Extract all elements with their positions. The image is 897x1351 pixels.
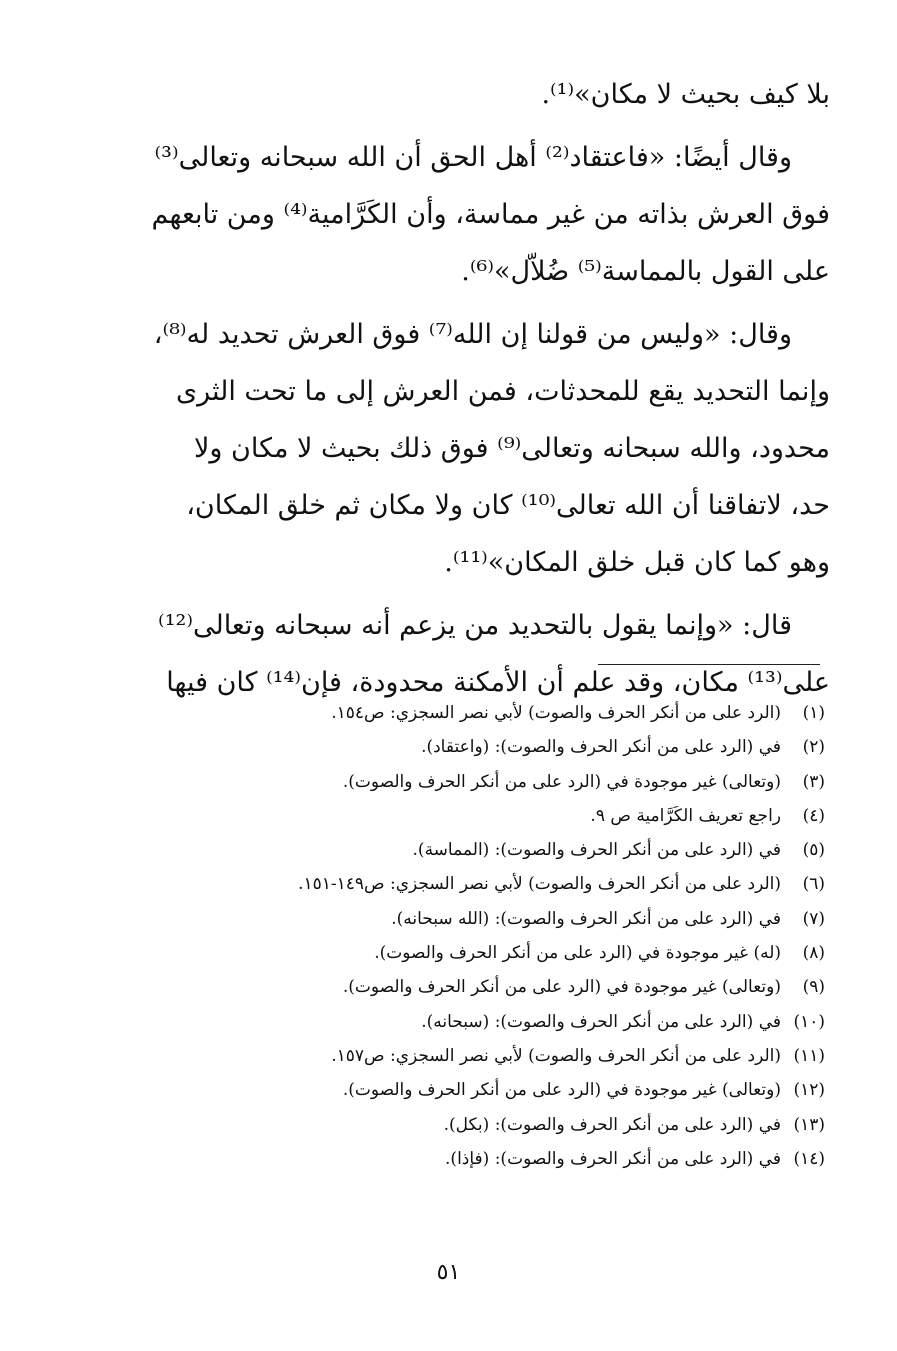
footnote xyxy=(170,1108,825,1142)
footnote-text: (وتعالى) غير موجودة في (الرد على من أنكر الحرف والصوت). xyxy=(342,1080,781,1101)
footnote-number: (١) xyxy=(802,703,825,723)
footnote xyxy=(170,765,825,799)
page-number: ٥١ xyxy=(436,1260,461,1285)
footnote-number: (١٢) xyxy=(793,1080,825,1101)
footnote-number: (٩) xyxy=(802,977,825,998)
footnote xyxy=(170,902,825,936)
footnote xyxy=(170,1142,825,1176)
footnote-text: (الرد على من أنكر الحرف والصوت) لأبي نصر السجزي: ص١٥٤. xyxy=(331,703,781,723)
footnote xyxy=(170,833,825,867)
footnote xyxy=(170,936,825,970)
text-line: وقال: «وليس من قولنا إن الله⁽⁷⁾ فوق العرش تحديد له⁽⁸⁾، xyxy=(153,319,792,350)
footnote xyxy=(170,1039,825,1073)
text-line: على⁽¹³⁾ مكان، وقد علم أن الأمكنة محدودة، فإن⁽¹⁴⁾ كان فيها xyxy=(166,667,830,698)
footnote-number: (٥) xyxy=(802,840,825,861)
paragraph-1 xyxy=(140,66,830,123)
text-line: قال: «وإنما يقول بالتحديد من يزعم أنه سبحانه وتعالى⁽¹²⁾ xyxy=(158,610,792,641)
main-text xyxy=(140,66,830,717)
footnote-number: (١٣) xyxy=(793,1114,825,1135)
footnote-number: (٧) xyxy=(802,908,825,929)
footnote-number: (٦) xyxy=(802,874,825,895)
paragraph-2 xyxy=(140,129,830,300)
footnote xyxy=(170,696,825,730)
text-line: حد، لاتفاقنا أن الله تعالى⁽¹⁰⁾ كان ولا مكان ثم خلق المكان، xyxy=(186,490,830,521)
text-line: وقال أيضًا: «فاعتقاد⁽²⁾ أهل الحق أن الله سبحانه وتعالى⁽³⁾ xyxy=(154,142,792,173)
footnote-text: في (الرد على من أنكر الحرف والصوت): (واعتقاد). xyxy=(421,737,781,758)
footnote-text: (وتعالى) غير موجودة في (الرد على من أنكر الحرف والصوت). xyxy=(342,771,781,792)
footnote-text: (الرد على من أنكر الحرف والصوت) لأبي نصر السجزي: ص١٥٧. xyxy=(331,1045,781,1066)
footnote-text: (الرد على من أنكر الحرف والصوت) لأبي نصر السجزي: ص١٤٩-١٥١. xyxy=(298,874,781,895)
footnote-number: (٨) xyxy=(802,943,825,964)
footnote xyxy=(170,730,825,764)
footnote-text: في (الرد على من أنكر الحرف والصوت): (الله سبحانه). xyxy=(391,908,781,929)
footnote xyxy=(170,1073,825,1107)
footnote-number: (٣) xyxy=(802,771,825,792)
text-line: وإنما التحديد يقع للمحدثات، فمن العرش إلى ما تحت الثرى xyxy=(175,376,830,407)
paragraph-3 xyxy=(140,306,830,591)
footnote-number: (١٠) xyxy=(793,1011,825,1032)
footnote-number: (١١) xyxy=(793,1045,825,1066)
footnote-text: في (الرد على من أنكر الحرف والصوت): (المماسة). xyxy=(412,840,781,861)
footnote-number: (١٤) xyxy=(793,1148,825,1169)
text-line: فوق العرش بذاته من غير مماسة، وأن الكَرَّامية⁽⁴⁾ ومن تابعهم xyxy=(151,199,830,230)
footnote-text: في (الرد على من أنكر الحرف والصوت): (سبحانه). xyxy=(421,1011,781,1032)
footnote-text: راجع تعريف الكَرَّامية ص ٩. xyxy=(590,805,781,826)
footnote-number: (٤) xyxy=(802,805,825,826)
paragraph-4 xyxy=(140,597,830,711)
text-line: محدود، والله سبحانه وتعالى⁽⁹⁾ فوق ذلك بحيث لا مكان ولا xyxy=(194,433,830,464)
footnote xyxy=(170,970,825,1004)
text-line: وهو كما كان قبل خلق المكان»⁽¹¹⁾. xyxy=(444,547,830,578)
footnote-text: (وتعالى) غير موجودة في (الرد على من أنكر الحرف والصوت). xyxy=(342,977,781,998)
footnote-text: (له) غير موجودة في (الرد على من أنكر الحرف والصوت). xyxy=(374,943,781,964)
footnotes xyxy=(170,696,825,1176)
text-line: على القول بالمماسة⁽⁵⁾ ضُلاّل»⁽⁶⁾. xyxy=(461,256,830,287)
footnote xyxy=(170,799,825,833)
footnote xyxy=(170,867,825,901)
footnote-separator xyxy=(598,664,820,665)
footnote-text: في (الرد على من أنكر الحرف والصوت): (فإذا). xyxy=(445,1148,781,1169)
footnote-number: (٢) xyxy=(802,737,825,758)
text-line: بلا كيف بحيث لا مكان»⁽¹⁾. xyxy=(541,79,830,110)
footnote xyxy=(170,1005,825,1039)
footnote-text: في (الرد على من أنكر الحرف والصوت): (بكل). xyxy=(443,1114,781,1135)
